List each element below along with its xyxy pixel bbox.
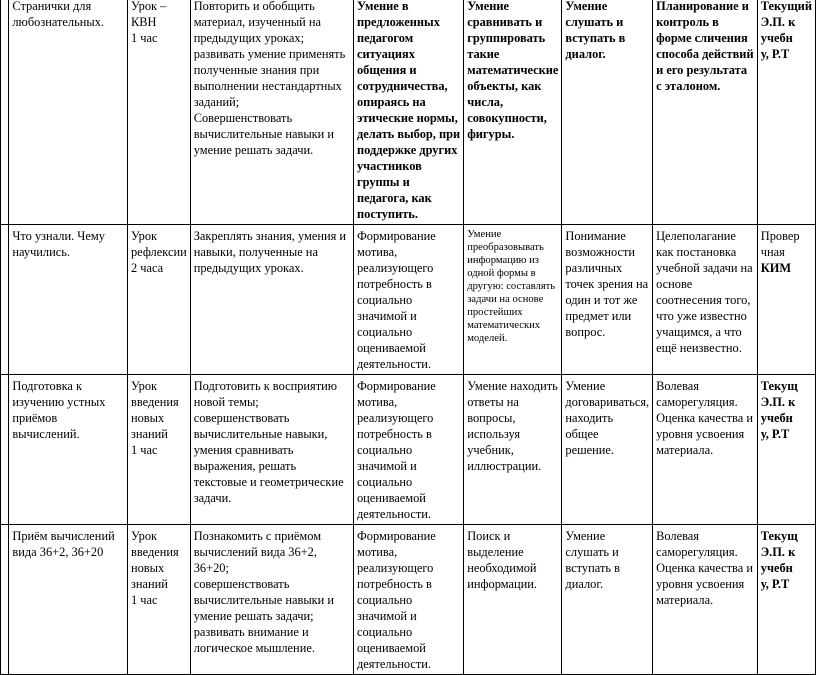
cell-regulative-results: Волевая саморегуляция. Оценка качества и уровня усвоения материала. (653, 525, 758, 675)
cell-regulative-results: Волевая саморегуляция. Оценка качества и уровня усвоения материала. (653, 375, 758, 525)
cell-goals: Подготовить к восприятию новой темы; совершенствовать вычислительные навыки, умения сравнивать выражения, решать текстовые и геометрические задачи. (190, 375, 353, 525)
table-row (1, 375, 816, 525)
cell-communicative-results: Понимание возможности различных точек зрения на один и тот же предмет или вопрос. (562, 225, 653, 375)
cell-cognitive-results: Поиск и выделение необходимой информации. (464, 525, 562, 675)
cell-personal-results: Формирование мотива, реализующего потребность в социально значимой и социально оцениваемой деятельности. (353, 225, 463, 375)
cell-cognitive-results: Умение преобразовывать информацию из одной формы в другую: составлять задачи на основе простейших математических моделей. (464, 225, 562, 375)
table-row (1, 525, 816, 675)
cell-lesson-type: Урок введения новых знаний 1 час (127, 375, 190, 525)
control-type: Провер чная (760, 229, 800, 259)
cell-control (757, 225, 815, 375)
cell-personal-results: Формирование мотива, реализующего потребность в социально значимой и социально оцениваемой деятельности. (353, 375, 463, 525)
cell-cognitive-results: Умение находить ответы на вопросы, используя учебник, иллюстрации. (464, 375, 562, 525)
table-cell-number (1, 225, 9, 375)
cell-topic: Что узнали. Чему научились. (9, 225, 128, 375)
cell-lesson-type: Урок введения новых знаний 1 час (127, 525, 190, 675)
cell-communicative-results: Умение слушать и вступать в диалог. (562, 0, 653, 225)
cell-topic: Приём вычислений вида 36+2, 36+20 (9, 525, 128, 675)
cell-communicative-results: Умение слушать и вступать в диалог. (562, 525, 653, 675)
cell-lesson-type: Урок – КВН 1 час (127, 0, 190, 225)
table-row (1, 0, 816, 225)
table-cell-number (1, 375, 9, 525)
cell-regulative-results: Целеполагание как постановка учебной задачи на основе соотнесения того, что уже известно учащимся, а что ещё неизвестно. (653, 225, 758, 375)
table-cell-number (1, 0, 9, 225)
table-cell-number (1, 525, 9, 675)
cell-communicative-results: Умение договариваться, находить общее решение. (562, 375, 653, 525)
cell-control: Текущ Э.П. к учебн у, Р.Т (757, 375, 815, 525)
cell-lesson-type: Урок рефлексии 2 часа (127, 225, 190, 375)
cell-personal-results: Умение в предложенных педагогом ситуациях общения и сотрудничества, опираясь на этические нормы, делать выбор, при поддержке других участников группы и педагога, как поступить. (353, 0, 463, 225)
cell-regulative-results: Планирование и контроль в форме сличения способа действий и его результата с эталоном. (653, 0, 758, 225)
cell-goals: Закреплять знания, умения и навыки, полученные на предыдущих уроках. (190, 225, 353, 375)
cell-topic: Странички для любознательных. (9, 0, 128, 225)
cell-personal-results: Формирование мотива, реализующего потребность в социально значимой и социально оцениваемой деятельности. (353, 525, 463, 675)
control-form: КИМ (760, 261, 792, 275)
cell-goals: Повторить и обобщить материал, изученный на предыдущих уроках; развивать умение применять полученные знания при выполнении нестандартных заданий; Совершенствовать вычислительные навыки и умение решать задачи. (190, 0, 353, 225)
cell-goals: Познакомить с приёмом вычислений вида 36+2, 36+20; совершенствовать вычислительные навыки и умение решать задачи; развивать внимание и логическое мышление. (190, 525, 353, 675)
cell-control: Текущий Э.П. к учебн у, Р.Т (757, 0, 815, 225)
cell-control: Текущ Э.П. к учебн у, Р.Т (757, 525, 815, 675)
table-row (1, 225, 816, 375)
cell-topic: Подготовка к изучению устных приёмов вычислений. (9, 375, 128, 525)
cell-cognitive-results: Умение сравнивать и группировать такие математические объекты, как числа, совокупности, фигуры. (464, 0, 562, 225)
